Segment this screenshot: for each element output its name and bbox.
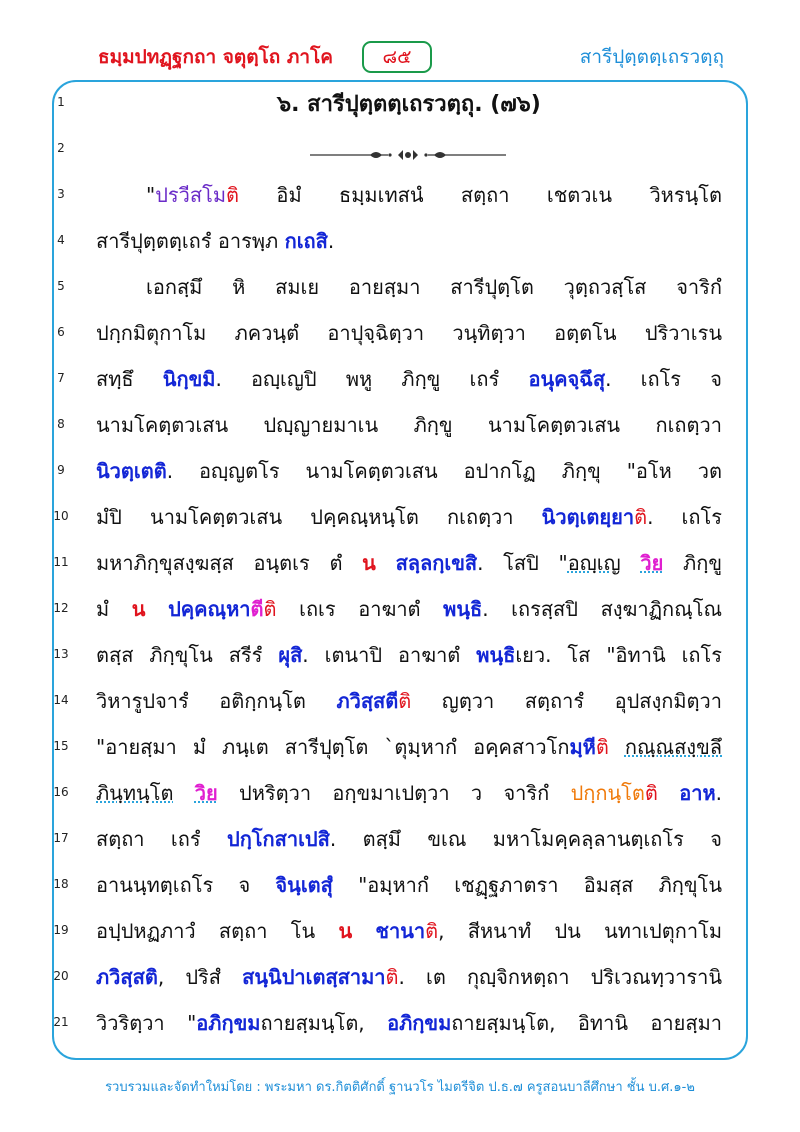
- line-number: 10: [53, 509, 69, 523]
- line-number: 11: [53, 555, 69, 569]
- story-title: สารีปุตฺตตฺเถรวตฺถุ: [579, 46, 724, 68]
- keyword: น: [338, 919, 353, 943]
- line-number: 5: [57, 279, 65, 293]
- line-number: 2: [57, 141, 65, 155]
- line-text: มหาภิกฺขุสงฺฆสฺส อนฺตเร ตํ น สลฺลกฺเขสิ. โสปิ "อญฺเญ วิย ภิกฺขู: [96, 551, 722, 575]
- keyword: ติ: [385, 965, 399, 989]
- keyword: ติ: [644, 781, 658, 805]
- line-15: [0, 724, 800, 770]
- line-text: "ปรวีสโมติ อิมํ ธมฺมเทสนํ สตฺถา เชตวเน วิหรนฺโต: [146, 183, 722, 207]
- line-21: [0, 1000, 800, 1046]
- line-19: [0, 908, 800, 954]
- keyword: ชานา: [375, 919, 426, 943]
- keyword: วิย: [640, 551, 664, 575]
- line-text: มํ น ปคฺคณฺหาตีติ เถเร อาฆาตํ พนฺธิ. เถรสฺสปิ สงฺฆาฏิกณฺโณ: [96, 597, 722, 621]
- keyword: จินฺเตสุํ: [275, 873, 333, 897]
- line-text: นิวตฺเตติ. อญฺญตโร นามโคตฺตวเสน อปากโฏ ภิกฺขุ "อโห วต: [96, 459, 722, 483]
- line-number: 21: [53, 1015, 69, 1029]
- keyword: ติ: [595, 735, 609, 759]
- section-title: ๖. สารีปุตฺตตฺเถรวตฺถุ. (๗๖): [277, 92, 541, 117]
- line-7: [0, 356, 800, 402]
- line-text: วิหารูปจารํ อติกฺกนฺโต ภวิสฺสตีติ ญตฺวา สตฺถารํ อุปสงฺกมิตฺวา: [96, 689, 722, 713]
- line-text: สตฺถา เถรํ ปกฺโกสาเปสิ. ตสฺมึ ขเณ มหาโมคฺคลฺลานตฺเถโร จ: [96, 827, 722, 851]
- line-text: "อายสฺมา มํ ภนฺเต สารีปุตฺโต `ตุมฺหากํ อคฺคสาวโกมฺหีติ กณฺณสงฺขลึ: [96, 735, 722, 759]
- line-20: [0, 954, 800, 1000]
- keyword: อภิกฺขม: [387, 1011, 452, 1035]
- line-3: [0, 172, 800, 218]
- line-1: [0, 80, 800, 126]
- line-text: เอกสฺมึ หิ สมเย อายสฺมา สารีปุตฺโต วุตฺถวสฺโส จาริกํ: [146, 275, 722, 299]
- keyword: วิย: [194, 781, 218, 805]
- line-text: อานนฺทตฺเถโร จ จินฺเตสุํ "อมฺหากํ เชฏฺฐภาตรา อิมสฺส ภิกฺขุโน: [96, 873, 722, 897]
- keyword: ติ: [634, 505, 648, 529]
- keyword: ผุสิ: [278, 643, 303, 667]
- line-6: [0, 310, 800, 356]
- line-text: ตสฺส ภิกฺขุโน สรีรํ ผุสิ. เตนาปิ อาฆาตํ พนฺธิเยว. โส "อิทานิ เถโร: [96, 643, 722, 667]
- line-4: [0, 218, 800, 264]
- line-number: 20: [53, 969, 69, 983]
- line-2: [0, 126, 800, 172]
- line-number: 18: [53, 877, 69, 891]
- keyword: ภวิสฺสตี: [336, 689, 399, 713]
- keyword: ปคฺคณฺหา: [168, 597, 251, 621]
- line-text: สารีปุตฺตตฺเถรํ อารพฺภ กเถสิ.: [96, 229, 335, 253]
- keyword: พนฺธิ: [476, 643, 516, 667]
- line-12: [0, 586, 800, 632]
- keyword: อภิกฺขม: [196, 1011, 261, 1035]
- line-text: อปฺปหฏภาวํ สตฺถา โน น ชานาติ, สีหนาทํ ปน นทาเปตุกาโม: [96, 919, 722, 943]
- line-text: ภินฺทนฺโต วิย ปหริตฺวา อกฺขมาเปตฺวา ว จาริกํ ปกฺกนฺโตติ อาห.: [96, 781, 722, 805]
- page-number: ๘๕: [362, 41, 432, 73]
- keyword: นิวตฺเตติ: [96, 459, 167, 483]
- line-number: 17: [53, 831, 69, 845]
- keyword: ตี: [250, 597, 264, 621]
- line-text: สทฺธึ นิกฺขมิ. อญฺเญปิ พหู ภิกฺขู เถรํ อนุคจฺฉึสุ. เถโร จ: [96, 367, 722, 391]
- line-number: 19: [53, 923, 69, 937]
- line-number: 1: [57, 95, 65, 109]
- keyword: มฺหี: [569, 735, 596, 759]
- line-number: 4: [57, 233, 65, 247]
- line-text: ปกฺกมิตุกาโม ภควนฺตํ อาปุจฺฉิตฺวา วนฺทิตฺวา อตฺตโน ปริวาเรน: [96, 321, 722, 345]
- keyword: ติ: [226, 183, 240, 207]
- keyword: นิวตฺเตยฺยา: [541, 505, 635, 529]
- line-number: 7: [57, 371, 65, 385]
- line-16: [0, 770, 800, 816]
- line-text: ภวิสฺสติ, ปริสํ สนฺนิปาเตสฺสามาติ. เต กุญฺจิกหตฺถา ปริเวณทฺวารานิ: [96, 965, 722, 989]
- line-10: [0, 494, 800, 540]
- keyword: ปกฺโกสาเปสิ: [227, 827, 330, 851]
- line-8: [0, 402, 800, 448]
- keyword: อาห: [679, 781, 716, 805]
- keyword: ภวิสฺสติ: [96, 965, 158, 989]
- keyword: นิกฺขมิ: [162, 367, 216, 391]
- line-11: [0, 540, 800, 586]
- keyword: อญฺเญ: [567, 551, 621, 575]
- keyword: กณฺณสงฺขลึ: [624, 735, 722, 759]
- keyword: พนฺธิ: [443, 597, 483, 621]
- line-17: [0, 816, 800, 862]
- line-text: นามโคตฺตวเสน ปญฺญายมาเน ภิกฺขู นามโคตฺตวเสน กเถตฺวา: [96, 413, 722, 437]
- line-9: [0, 448, 800, 494]
- line-text: มํปิ นามโคตฺตวเสน ปคฺคณฺหนฺโต กเถตฺวา นิวตฺเตยฺยาติ. เถโร: [96, 505, 722, 529]
- keyword: น: [131, 597, 146, 621]
- keyword: ปรวีสโม: [155, 183, 227, 207]
- book-title: ธมฺมปทฏฺฐกถา จตุตฺโถ ภาโค: [98, 46, 334, 68]
- keyword: ติ: [425, 919, 439, 943]
- line-number: 13: [53, 647, 69, 661]
- line-text: วิวริตฺวา "อภิกฺขมถายสฺมนฺโต, อภิกฺขมถายสฺมนฺโต, อิทานิ อายสฺมา: [96, 1011, 722, 1035]
- line-13: [0, 632, 800, 678]
- keyword: ภินฺทนฺโต: [96, 781, 174, 805]
- line-14: [0, 678, 800, 724]
- line-number: 3: [57, 187, 65, 201]
- page-footer: รวบรวมและจัดทำใหม่โดย : พระมหา ดร.กิตติศักดิ์ ฐานวโร ไมตรีจิต ป.ธ.๗ ครูสอนบาลีศึกษา ชั้น บ.ศ.๑-๒: [105, 1080, 695, 1095]
- line-5: [0, 264, 800, 310]
- keyword: อนุคจฺฉึสุ: [528, 367, 606, 391]
- keyword: น: [362, 551, 376, 575]
- line-number: 12: [53, 601, 69, 615]
- line-18: [0, 862, 800, 908]
- line-number: 16: [53, 785, 69, 799]
- line-number: 15: [53, 739, 69, 753]
- line-number: 6: [57, 325, 65, 339]
- keyword: สลฺลกฺเขสิ: [395, 551, 478, 575]
- line-number: 9: [57, 463, 65, 477]
- line-number: 8: [57, 417, 65, 431]
- ornament-divider-icon: [310, 148, 506, 162]
- keyword: สนฺนิปาเตสฺสามา: [242, 965, 386, 989]
- line-number: 14: [53, 693, 69, 707]
- keyword: กเถสิ: [284, 229, 328, 253]
- keyword: ติ: [398, 689, 412, 713]
- keyword: ปกฺกนฺโต: [570, 781, 645, 805]
- keyword: ติ: [263, 597, 277, 621]
